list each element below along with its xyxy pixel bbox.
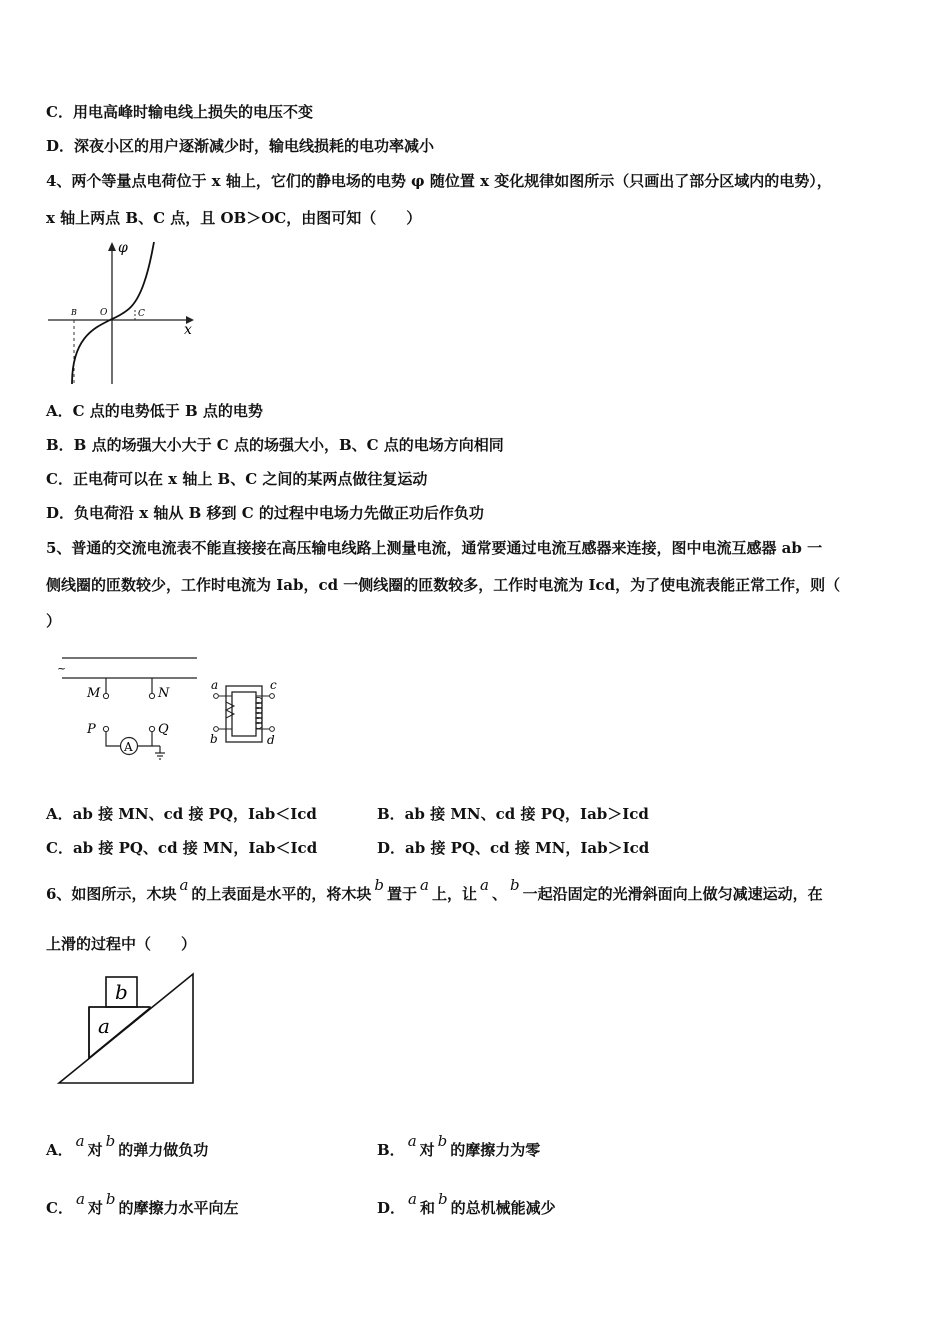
q5-terminal-n: N: [158, 686, 170, 701]
q6-var-b: b: [374, 876, 385, 894]
q6-block-a-label: a: [98, 1014, 110, 1038]
q4-option-a: A．C 点的电势低于 B 点的电势: [46, 402, 263, 420]
q5-option-a: A．ab 接 MN、cd 接 PQ，Iab＜Icd: [46, 805, 317, 823]
q5-option-b: B．ab 接 MN、cd 接 PQ，Iab＞Icd: [377, 805, 649, 823]
q5-option-d: D．ab 接 PQ、cd 接 MN，Iab＞Icd: [377, 839, 650, 857]
q6-option-b: B． a 对 b 的摩擦力为零: [377, 1132, 541, 1159]
q5-stem-line1: 5、普通的交流电流表不能直接接在高压输电线路上测量电流，通常要通过电流互感器来连接，图中电流互感器 ab 一: [46, 539, 823, 557]
q4-option-b: B．B 点的场强大小大于 C 点的场强大小，B、C 点的电场方向相同: [46, 436, 504, 454]
q3-option-d: D．深夜小区的用户逐渐减少时，输电线损耗的电功率减小: [46, 137, 435, 155]
q5-terminal-p: P: [87, 722, 96, 737]
q6-incline-figure: [56, 968, 202, 1088]
q5-stem-line2: 侧线圈的匝数较少，工作时电流为 Iab，cd 一侧线圈的匝数较多，工作时电流为 Icd，为了使电流表能正常工作，则（: [46, 576, 841, 594]
q5-ac-symbol: ~: [57, 662, 67, 675]
q5-option-c: C．ab 接 PQ、cd 接 MN，Iab＜Icd: [46, 839, 318, 857]
q6-option-d: D． a 和 b 的总机械能减少: [377, 1190, 556, 1217]
q6-block-b-label: b: [115, 980, 128, 1004]
q5-coil-a: a: [211, 678, 219, 692]
q6-var-a: a: [179, 876, 189, 894]
q5-coil-c: c: [270, 678, 277, 692]
q5-stem-line3: ）: [46, 612, 62, 630]
q4-point-c: C: [138, 309, 145, 319]
q4-phi-label: φ: [118, 240, 128, 256]
q4-stem-line2: x 轴上两点 B、C 点，且 OB＞OC，由图可知（ ）: [46, 209, 422, 227]
q4-x-label: x: [184, 322, 192, 338]
q6-stem-line2: 上滑的过程中（ ）: [46, 935, 197, 953]
q4-stem-line1: 4、两个等量点电荷位于 x 轴上，它们的静电场的电势 φ 随位置 x 变化规律如图所示（只画出了部分区域内的电势），: [46, 172, 832, 190]
q5-coil-d: d: [267, 733, 275, 747]
q5-coil-b: b: [210, 732, 218, 746]
q6-option-c: C． a 对 b 的摩擦力水平向左: [46, 1190, 239, 1217]
q4-point-o: O: [100, 308, 108, 318]
q5-ammeter-label: A: [124, 740, 133, 754]
q3-option-c: C．用电高峰时输电线上损失的电压不变: [46, 103, 313, 121]
q5-terminal-q: Q: [158, 722, 169, 737]
q6-stem-line1: 6、如图所示，木块 a 的上表面是水平的，将木块 b 置于 a 上，让 a 、 b 一起沿固定的光滑斜面向上做匀减速运动，在: [46, 876, 823, 903]
q5-terminal-m: M: [87, 686, 101, 701]
q4-potential-graph: [44, 238, 200, 386]
q6-option-a: A． a 对 b 的弹力做负功: [46, 1132, 209, 1159]
q4-point-b: B: [71, 308, 77, 317]
q5-transformer-circuit: [54, 652, 290, 764]
q4-option-c: C．正电荷可以在 x 轴上 B、C 之间的某两点做往复运动: [46, 470, 428, 488]
q4-option-d: D．负电荷沿 x 轴从 B 移到 C 的过程中电场力先做正功后作负功: [46, 504, 484, 522]
